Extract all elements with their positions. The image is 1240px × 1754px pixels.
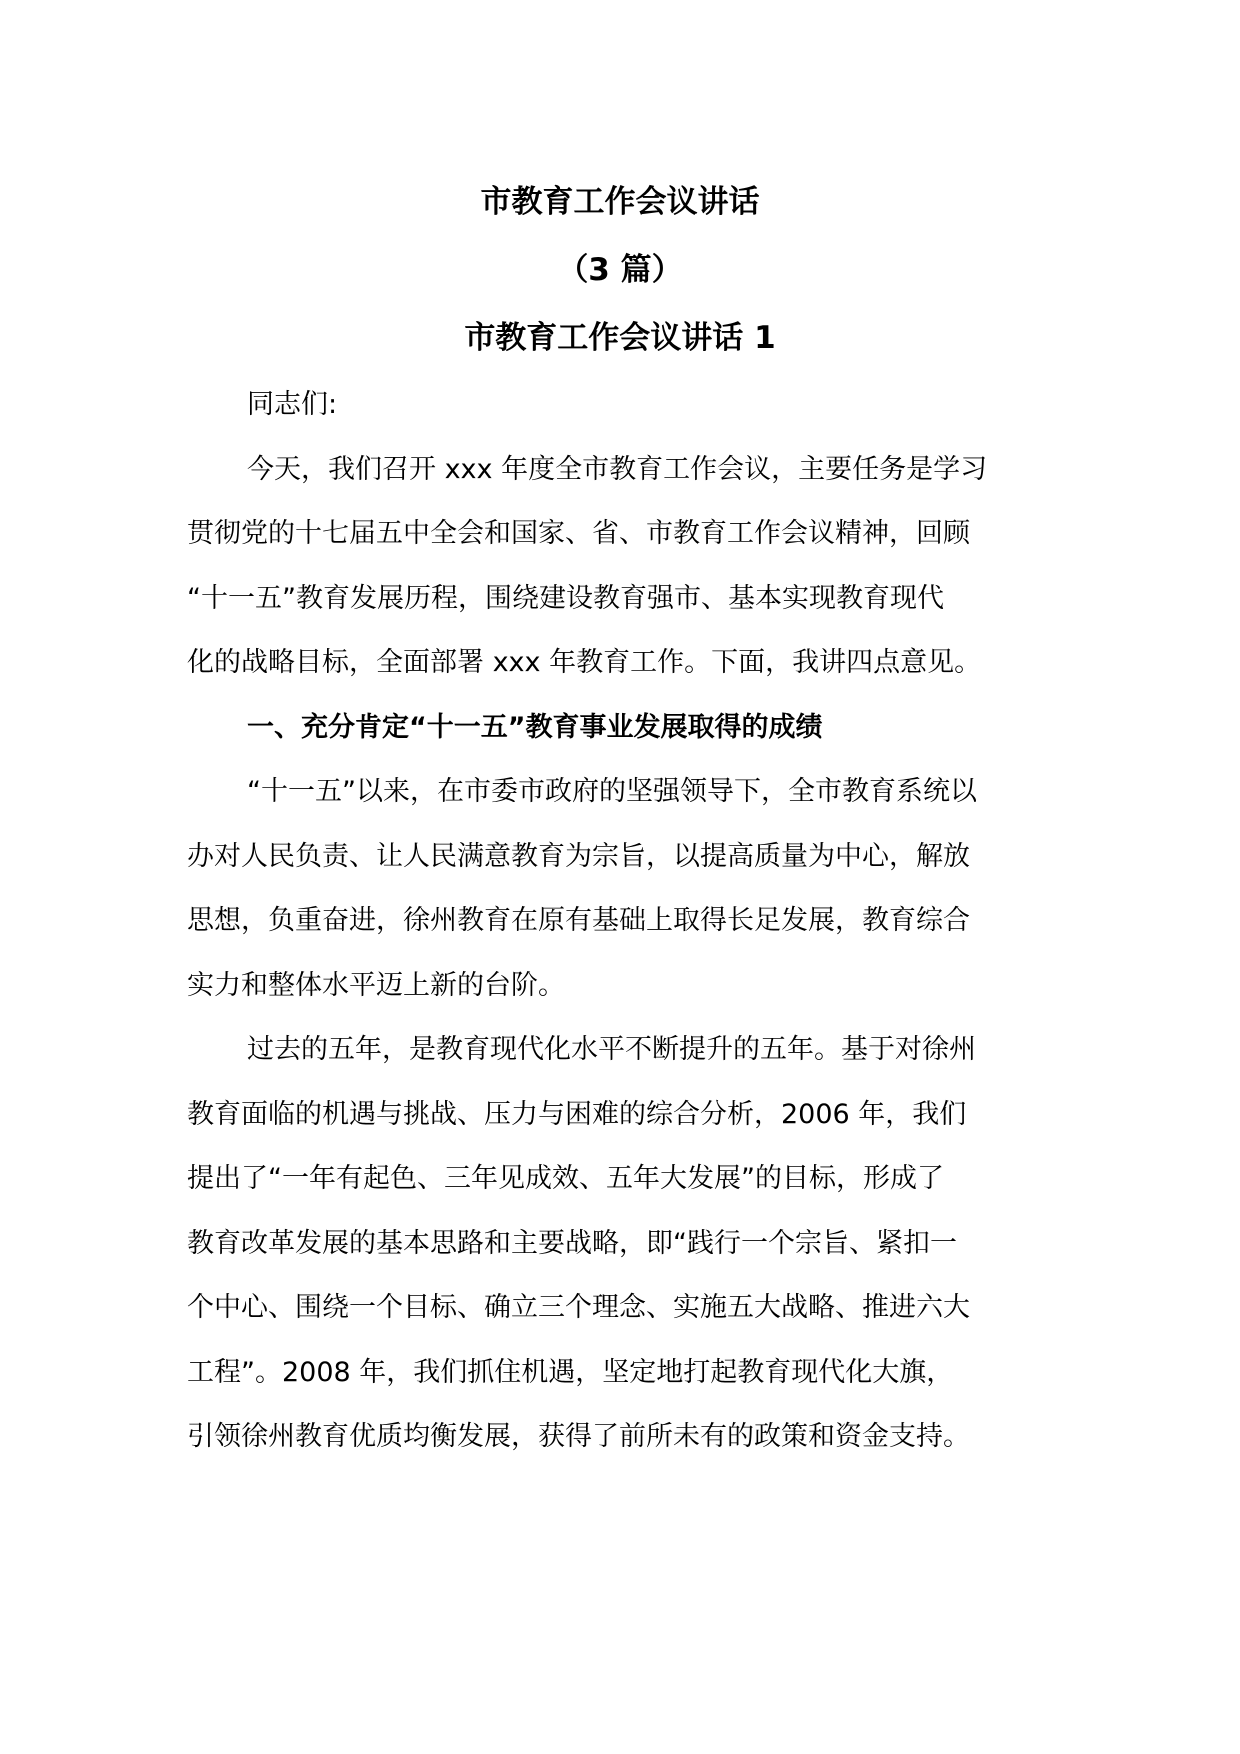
paragraph-line: 办对人民负责、让人民满意教育为宗旨，以提高质量为中心，解放	[187, 841, 970, 872]
section-heading: 一、充分肯定“十一五”教育事业发展取得的成绩	[247, 712, 823, 743]
paragraph-line: “十一五”以来，在市委市政府的坚强领导下，全市教育系统以	[247, 776, 977, 807]
paragraph-line: 教育面临的机遇与挑战、压力与困难的综合分析，2006 年，我们	[187, 1099, 967, 1130]
paragraph-line: 引领徐州教育优质均衡发展，获得了前所未有的政策和资金支持。	[187, 1421, 970, 1452]
document-title: 市教育工作会议讲话	[480, 184, 760, 220]
paragraph-line: 个中心、围绕一个目标、确立三个理念、实施五大战略、推进六大	[187, 1292, 970, 1323]
paragraph-line: 今天，我们召开 xxx 年度全市教育工作会议，主要任务是学习	[247, 454, 988, 485]
section-title: 市教育工作会议讲话 1	[464, 320, 776, 356]
paragraph-line: 工程”。2008 年，我们抓住机遇，坚定地打起教育现代化大旗，	[187, 1357, 954, 1388]
paragraph-line: 化的战略目标，全面部署 xxx 年教育工作。下面，我讲四点意见。	[187, 647, 982, 678]
salutation: 同志们:	[247, 389, 338, 420]
paragraph-line: 教育改革发展的基本思路和主要战略，即“践行一个宗旨、紧扣一	[187, 1228, 957, 1259]
paragraph-line: 提出了“一年有起色、三年见成效、五年大发展”的目标，形成了	[187, 1163, 944, 1194]
paragraph-line: 贯彻党的十七届五中全会和国家、省、市教育工作会议精神，回顾	[187, 518, 970, 549]
paragraph-line: “十一五”教育发展历程，围绕建设教育强市、基本实现教育现代	[187, 583, 944, 614]
paragraph-line: 过去的五年，是教育现代化水平不断提升的五年。基于对徐州	[247, 1034, 976, 1065]
paragraph-line: 实力和整体水平迈上新的台阶。	[187, 970, 565, 1001]
document-subtitle: （3 篇）	[557, 252, 683, 288]
paragraph-line: 思想，负重奋进，徐州教育在原有基础上取得长足发展，教育综合	[187, 905, 970, 936]
